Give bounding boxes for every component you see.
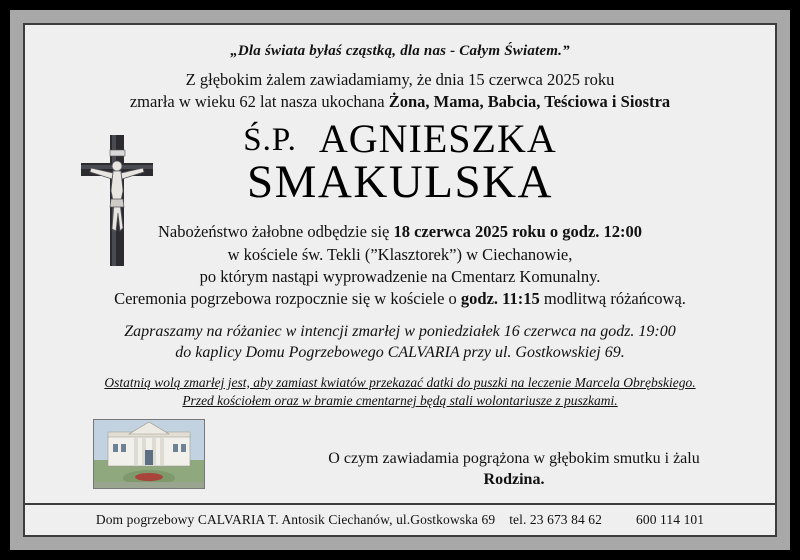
intro-line-1: Z głębokim żalem zawiadamiamy, że dnia 15 czerwca 2025 roku <box>185 70 615 89</box>
donation-note <box>43 374 757 411</box>
intro-line-2-relations: Żona, Mama, Babcia, Teściowa i Siostra <box>388 91 671 111</box>
invitation-line-2: do kaplicy Domu Pogrzebowego CALVARIA przy ul. Gostkowskiej 69. <box>175 344 625 362</box>
service-line-4-text: Ceremonia pogrzebowa rozpocznie się w kościele o <box>114 289 461 309</box>
footer-phone-2: 600 114 101 <box>636 512 705 527</box>
first-name: AGNIESZKA <box>318 115 557 161</box>
service-datetime: 18 czerwca 2025 roku o godz. 12:00 <box>393 222 643 242</box>
footer-company: Dom pogrzebowy CALVARIA T. Antosik Ciechanów, ul.Gostkowska 69 <box>95 512 496 527</box>
funeral-home-footer <box>25 503 775 535</box>
announcement-intro <box>43 69 757 113</box>
donation-note-line-2: Przed kościołem oraz w bramie cmentarnej będą stali wolontariusze z puszkami. <box>182 393 618 409</box>
intro-line-2 <box>43 91 757 113</box>
intro-line-2-text: zmarła w wieku 62 lat nasza ukochana <box>129 91 389 111</box>
rosary-time: godz. 11:15 <box>460 289 540 309</box>
closing-line-1: O czym zawiadamia pogrążona w głębokim smutku i żalu <box>328 449 700 467</box>
donation-note-line-1: Ostatnią wolą zmarłej jest, aby zamiast kwiatów przekazać datki do puszki na leczenie Marcela Obrębskiego. <box>104 374 696 390</box>
rosary-invitation <box>43 321 757 364</box>
church-photo <box>93 419 205 489</box>
closing-line-2 <box>279 469 749 491</box>
footer-phone-1: tel. 23 673 84 62 <box>509 512 603 527</box>
honorific-label: Ś.P. <box>243 121 297 158</box>
service-line-4-tail: modlitwą różańcową. <box>539 289 686 309</box>
family-closing <box>279 448 749 491</box>
memorial-quote: „Dla świata byłaś cząstką, dla nas - Całym Światem.” <box>230 43 570 59</box>
poster-inner-frame <box>23 23 777 537</box>
poster-outer-frame <box>10 10 790 550</box>
closing-family: Rodzina. <box>483 471 545 489</box>
service-line-4 <box>43 288 757 310</box>
invitation-line-1: Zapraszamy na różaniec w intencji zmarłej w poniedziałek 16 czerwca na godz. 19:00 <box>124 322 676 340</box>
crucifix-icon <box>77 133 157 268</box>
service-line-2: w kościele św. Tekli (”Klasztorek”) w Ciechanowie, <box>227 244 573 264</box>
service-line-1-text: Nabożeństwo żałobne odbędzie się <box>157 222 394 242</box>
poster-content <box>25 25 775 503</box>
service-line-3: po którym nastąpi wyprowadzenie na Cmentarz Komunalny. <box>199 266 601 286</box>
last-name: SMAKULSKA <box>247 155 553 208</box>
